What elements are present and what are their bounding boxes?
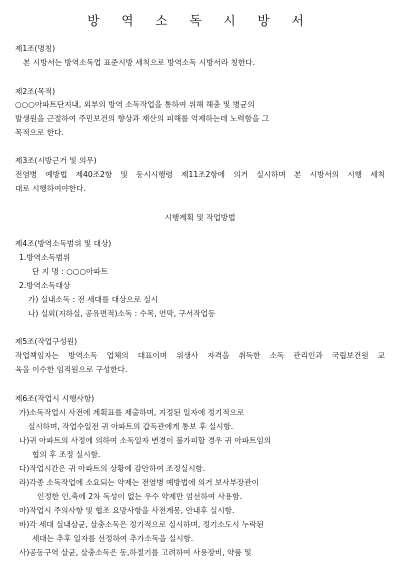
article-4-item-2: 2.방역소독대상 xyxy=(19,281,71,290)
article-6-line: 세대는 추후 일자를 선정하여 추가소독을 실시함. xyxy=(32,534,194,543)
article-6-line: 사)공동구역 살균, 살충소독은 동,하절기를 고려하여 사용장비, 약품 및 xyxy=(19,548,252,557)
article-4-heading: 제4조(방역소독범위 및 대상) xyxy=(15,239,112,248)
article-6-heading: 제6조(작업시 시행사항) xyxy=(15,394,95,403)
article-2-line: 목적으로 한다. xyxy=(15,128,64,137)
article-2-heading: 제2조(목적) xyxy=(15,87,56,96)
article-6-line: 다)작업시간은 귀 아파트의 상황에 감안하여 조정실시함. xyxy=(19,464,206,473)
article-6-line: 나)귀 아파트의 사정에 의하여 소독일자 변경이 불가피할 경우 귀 아파트임의 xyxy=(19,436,272,445)
complex-name: 단 지 명 : ○○○아파트 xyxy=(32,267,109,276)
article-6-line: 바)각 세대 실내살균, 살충소독은 정기적으로 실시하며, 정기소도시 누락된 xyxy=(19,520,264,529)
article-3-heading: 제3조(시방근거 및 의무) xyxy=(15,156,97,165)
article-3-line: 전염병 예방법 제40조2항 및 동시시행령 제11조2항에 의거 실시하며 본 시방서의 시행 세칙 xyxy=(15,170,385,179)
article-5-line: 육을 이수한 임직원으로 구성한다. xyxy=(15,365,128,374)
article-2-line: ○○○아파트단지내, 외부의 방역 소독작업을 통하여 위해 해충 및 병균의 xyxy=(15,100,255,109)
article-6-line: 실시하며, 작업수일전 귀 아파트의 갑독관에게 통보 후 실시함. xyxy=(28,422,234,431)
document-title: 방 역 소 독 시 방 서 xyxy=(87,13,313,28)
article-2-line: 발생원을 근절하여 주민보건의 향상과 재산의 피해를 억제하는데 노력함을 그 xyxy=(15,114,270,123)
article-5-heading: 제5조(작업구성원) xyxy=(15,337,78,346)
article-1-body: 본 시방서는 방역소독업 표준시방 세칙으로 방역소독 시방서라 칭한다. xyxy=(23,58,256,67)
article-6-line: 라)각종 소독작업에 소요되는 약제는 전염병 예방법에 의거 보사부장관이 xyxy=(19,478,259,487)
article-6-line: 협의 후 조정 실시함. xyxy=(32,450,101,459)
article-4-item-2b: 나) 실외(지하실, 공유면적)소독 : 수목, 연막, 구서작업등 xyxy=(28,309,216,318)
article-3-line: 대로 시행하여야한다. xyxy=(15,184,86,193)
article-6-line: 가)소독작업시 사전에 계획표를 제출하며, 지정된 일자에 정기적으로 xyxy=(19,408,245,417)
article-4-item-2a: 가) 실내소독 : 전 세대를 대상으로 실시 xyxy=(28,295,159,304)
article-1-heading: 제1조(명칭) xyxy=(15,44,56,53)
article-4-item-1: 1.방역소독범위 xyxy=(19,253,71,262)
section-title: 시행계획 및 작업방법 xyxy=(164,213,236,222)
article-6-line: 인정한 인,축에 2차 독성이 없는 우수 약제만 엄선하여 사용함. xyxy=(37,492,243,501)
article-6-line: 마)작업시 주의사항 및 협조 요망사항을 사전계몽, 안내후 실시함. xyxy=(19,506,235,515)
article-5-line: 작업책임자는 방역소독 업체의 대표이며 위생사 자격을 취득한 소독 관리인과 국립보건원 교 xyxy=(15,351,385,360)
